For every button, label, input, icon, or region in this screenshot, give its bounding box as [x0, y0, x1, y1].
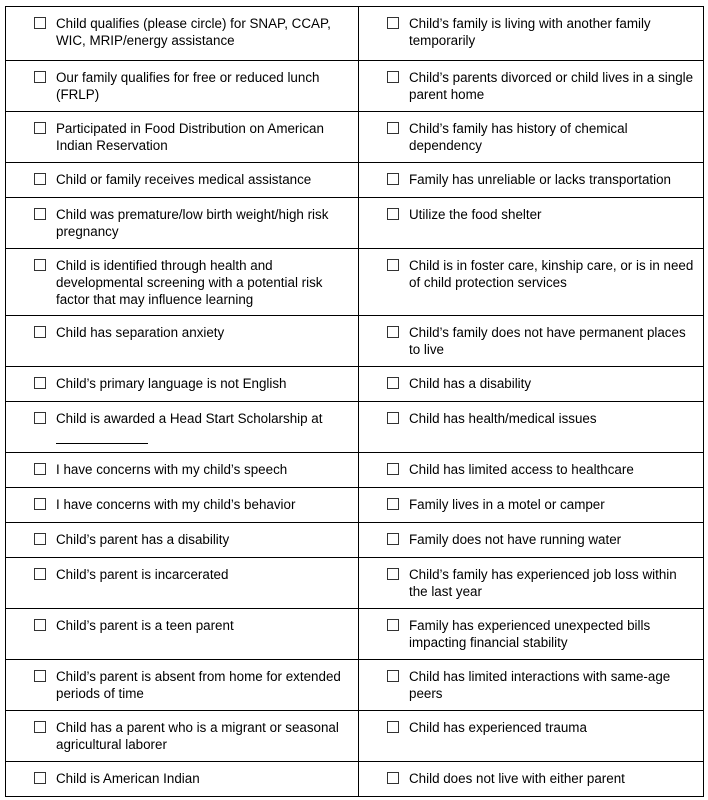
checklist-item: [367, 566, 695, 600]
checklist-cell-left: [6, 112, 359, 163]
checklist-cell-left: [6, 558, 359, 609]
checklist-item: [367, 324, 695, 358]
checkbox[interactable]: [34, 326, 46, 338]
checklist-item-text: Child is identified through health and developmental screening with a potential risk factor that may influence learning: [56, 258, 323, 307]
checklist-cell-right: [359, 762, 704, 797]
checkbox[interactable]: [34, 498, 46, 510]
checklist-cell-left: [6, 163, 359, 198]
checklist-item: [367, 770, 695, 787]
checklist-item-label: [56, 410, 350, 444]
checklist-item-label: [56, 257, 350, 308]
checklist-item: [14, 770, 350, 787]
checkbox[interactable]: [34, 568, 46, 580]
checklist-item: [14, 324, 350, 341]
checklist-cell-left: [6, 660, 359, 711]
checklist-item-text: Child’s parent is absent from home for extended periods of time: [56, 669, 341, 701]
checklist-row: [6, 7, 704, 61]
checklist-item-label: [409, 461, 695, 478]
checklist-cell-right: [359, 523, 704, 558]
checklist-cell-right: [359, 558, 704, 609]
checklist-item-label: [409, 257, 695, 291]
checklist-item: [14, 461, 350, 478]
checklist-item: [367, 69, 695, 103]
checklist-item: [367, 719, 695, 736]
checklist-item-text: Child’s primary language is not English: [56, 376, 287, 391]
checklist-cell-right: [359, 488, 704, 523]
checklist-item-label: [409, 15, 695, 49]
checklist-item-label: [56, 375, 350, 392]
checklist-item-label: [56, 770, 350, 787]
checklist-item: [14, 15, 350, 49]
checklist-item-label: [56, 719, 350, 753]
checklist-item-text: Child or family receives medical assistance: [56, 172, 312, 187]
checklist-item-text: Child’s family has history of chemical dependency: [409, 121, 628, 153]
checklist-item-text: Child is in foster care, kinship care, or is in need of child protection services: [409, 258, 694, 290]
checklist-cell-left: [6, 249, 359, 316]
checklist-item-text: Family lives in a motel or camper: [409, 497, 605, 512]
checklist-cell-right: [359, 402, 704, 453]
checklist-row: [6, 762, 704, 797]
checkbox[interactable]: [34, 772, 46, 784]
checklist-item-label: [56, 617, 350, 634]
checklist-item: [367, 410, 695, 427]
checklist-row: [6, 163, 704, 198]
checklist-cell-right: [359, 609, 704, 660]
checklist-item: [14, 206, 350, 240]
checkbox[interactable]: [387, 17, 399, 29]
checklist-item: [14, 69, 350, 103]
checklist-item-text: Child is American Indian: [56, 771, 200, 786]
checklist-item: [14, 496, 350, 513]
checklist-item-text: Child has separation anxiety: [56, 325, 225, 340]
checklist-item-label: [409, 617, 695, 651]
checklist-item: [367, 206, 695, 223]
checklist-item-label: [409, 668, 695, 702]
checkbox[interactable]: [387, 721, 399, 733]
checklist-row: [6, 316, 704, 367]
checklist-item-text: Child has limited interactions with same-age peers: [409, 669, 671, 701]
checklist-row: [6, 61, 704, 112]
checklist-item-text: Child has a parent who is a migrant or seasonal agricultural laborer: [56, 720, 339, 752]
checklist-item-label: [409, 770, 695, 787]
checklist-item: [367, 461, 695, 478]
checklist-item: [367, 375, 695, 392]
checklist-item: [367, 171, 695, 188]
checklist-item-text: Child has health/medical issues: [409, 411, 597, 426]
checklist-item-text: Family does not have running water: [409, 532, 622, 547]
checklist-row: [6, 453, 704, 488]
checklist-item: [14, 668, 350, 702]
checklist-cell-left: [6, 453, 359, 488]
checklist-cell-left: [6, 762, 359, 797]
checkbox[interactable]: [387, 619, 399, 631]
checklist-cell-left: [6, 488, 359, 523]
checklist-item: [14, 257, 350, 308]
checklist-item-text: Child’s family is living with another family temporarily: [409, 16, 651, 48]
checklist-item: [367, 257, 695, 291]
checklist-item-text: Family has unreliable or lacks transportation: [409, 172, 671, 187]
checklist-cell-left: [6, 61, 359, 112]
checkbox[interactable]: [34, 463, 46, 475]
checklist-cell-left: [6, 198, 359, 249]
checklist-item-label: [409, 206, 695, 223]
checklist-item-label: [409, 410, 695, 427]
checklist-item: [14, 531, 350, 548]
checklist-item-text: Child’s parent has a disability: [56, 532, 230, 547]
checklist-row: [6, 711, 704, 762]
checklist-item-label: [56, 496, 350, 513]
checkbox[interactable]: [34, 619, 46, 631]
scholarship-blank-line[interactable]: [56, 429, 148, 444]
checkbox[interactable]: [34, 670, 46, 682]
checkbox[interactable]: [34, 721, 46, 733]
checklist-row: [6, 198, 704, 249]
checkbox[interactable]: [34, 412, 46, 424]
checklist-cell-right: [359, 163, 704, 198]
checklist-cell-left: [6, 402, 359, 453]
checklist-item-text: Child’s family has experienced job loss within the last year: [409, 567, 677, 599]
checkbox[interactable]: [387, 498, 399, 510]
checklist-row: [6, 660, 704, 711]
checklist-item-label: [56, 206, 350, 240]
checklist-cell-right: [359, 61, 704, 112]
checkbox[interactable]: [387, 412, 399, 424]
checklist-item-text: Participated in Food Distribution on American Indian Reservation: [56, 121, 324, 153]
checklist-cell-left: [6, 7, 359, 61]
checklist-cell-right: [359, 367, 704, 402]
checkbox[interactable]: [387, 71, 399, 83]
checklist-item-text: I have concerns with my child’s speech: [56, 462, 288, 477]
checklist-row: [6, 367, 704, 402]
checklist-item-label: [56, 566, 350, 583]
checklist-cell-right: [359, 660, 704, 711]
checkbox[interactable]: [387, 173, 399, 185]
checkbox[interactable]: [34, 17, 46, 29]
checklist-row: [6, 609, 704, 660]
checkbox[interactable]: [34, 259, 46, 271]
checklist-item-text: Child’s parent is a teen parent: [56, 618, 234, 633]
checklist-item-text: Child has limited access to healthcare: [409, 462, 634, 477]
checkbox[interactable]: [34, 122, 46, 134]
checklist-item: [367, 668, 695, 702]
checklist-item: [367, 496, 695, 513]
checklist-item-label: [56, 668, 350, 702]
checklist-cell-right: [359, 7, 704, 61]
checklist-item-text: Child qualifies (please circle) for SNAP, CCAP, WIC, MRIP/energy assistance: [56, 16, 331, 48]
checklist-item-text: Child’s family does not have permanent places to live: [409, 325, 686, 357]
checklist-item-text: Child’s parent is incarcerated: [56, 567, 229, 582]
checkbox[interactable]: [387, 326, 399, 338]
checklist-item-text: Child is awarded a Head Start Scholarship at: [56, 411, 323, 426]
checklist-cell-right: [359, 198, 704, 249]
checklist-cell-right: [359, 316, 704, 367]
checklist-cell-right: [359, 112, 704, 163]
checklist-cell-right: [359, 711, 704, 762]
checklist-item-label: [56, 324, 350, 341]
checklist-item-label: [56, 461, 350, 478]
checkbox[interactable]: [34, 71, 46, 83]
checklist-item-text: Child does not live with either parent: [409, 771, 625, 786]
checklist-item-label: [409, 171, 695, 188]
checklist-item-text: I have concerns with my child’s behavior: [56, 497, 296, 512]
checklist-item: [367, 531, 695, 548]
checkbox[interactable]: [34, 533, 46, 545]
checkbox[interactable]: [34, 377, 46, 389]
checklist-item-label: [409, 719, 695, 736]
checklist-item-label: [409, 324, 695, 358]
checkbox[interactable]: [387, 533, 399, 545]
checklist-item: [14, 171, 350, 188]
checklist-item: [14, 719, 350, 753]
eligibility-checklist-table: [5, 6, 704, 797]
checkbox[interactable]: [387, 568, 399, 580]
checklist-cell-left: [6, 711, 359, 762]
checklist-item: [367, 617, 695, 651]
checklist-cell-right: [359, 249, 704, 316]
checklist-cell-right: [359, 453, 704, 488]
checklist-item: [367, 120, 695, 154]
checklist-row: [6, 402, 704, 453]
checklist-row: [6, 558, 704, 609]
checklist-item-text: Utilize the food shelter: [409, 207, 542, 222]
checklist-row: [6, 488, 704, 523]
checklist-item-text: Child has experienced trauma: [409, 720, 587, 735]
checklist-item-label: [56, 120, 350, 154]
checklist-item-label: [56, 531, 350, 548]
checklist-item-label: [409, 69, 695, 103]
checklist-item: [14, 120, 350, 154]
checkbox[interactable]: [387, 772, 399, 784]
checklist-item-label: [56, 69, 350, 103]
checklist-item: [14, 375, 350, 392]
checklist-item: [367, 15, 695, 49]
checklist-item-label: [409, 531, 695, 548]
checklist-item-text: Child has a disability: [409, 376, 532, 391]
checkbox[interactable]: [34, 208, 46, 220]
checklist-item-label: [56, 171, 350, 188]
checkbox[interactable]: [387, 463, 399, 475]
checklist-cell-left: [6, 316, 359, 367]
checkbox[interactable]: [387, 259, 399, 271]
checklist-item: [14, 566, 350, 583]
checklist-item-text: Child’s parents divorced or child lives in a single parent home: [409, 70, 694, 102]
checkbox[interactable]: [387, 122, 399, 134]
checklist-item-label: [409, 375, 695, 392]
checklist-item-text: Child was premature/low birth weight/high risk pregnancy: [56, 207, 329, 239]
checklist-item-label: [409, 496, 695, 513]
checklist-row: [6, 523, 704, 558]
checklist-cell-left: [6, 609, 359, 660]
checklist-cell-left: [6, 367, 359, 402]
checklist-item-text: Family has experienced unexpected bills impacting financial stability: [409, 618, 651, 650]
checklist-item-label: [409, 566, 695, 600]
checklist-item: [14, 617, 350, 634]
checklist-row: [6, 249, 704, 316]
checklist-item: [14, 410, 350, 444]
checklist-item-label: [56, 15, 350, 49]
checkbox[interactable]: [34, 173, 46, 185]
checklist-item-text: Our family qualifies for free or reduced lunch (FRLP): [56, 70, 320, 102]
checklist-cell-left: [6, 523, 359, 558]
checkbox[interactable]: [387, 377, 399, 389]
checkbox[interactable]: [387, 670, 399, 682]
checkbox[interactable]: [387, 208, 399, 220]
checklist-row: [6, 112, 704, 163]
checklist-item-label: [409, 120, 695, 154]
